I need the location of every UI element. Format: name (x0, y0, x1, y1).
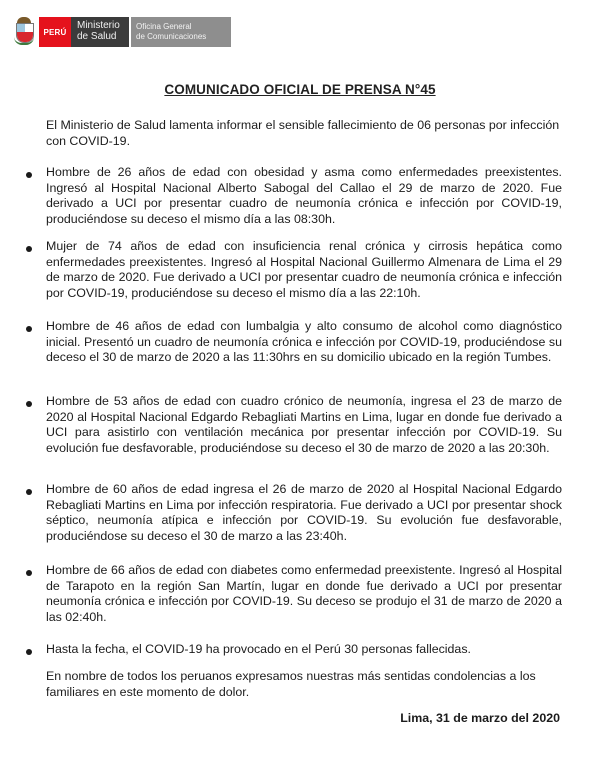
logo-ministry (71, 17, 129, 47)
minsa-logo (13, 17, 231, 47)
bullet-icon (26, 401, 32, 407)
case-item: Mujer de 74 años de edad con insuficiencia renal crónica y cirrosis hepática como enfermedades preexistentes. Ingresó al Hospital Nacional Guillermo Almenara de Lima el 29 de marzo de 2020. Fue derivado a UCI por presentar cuadro de neumonía crónica e infección por COVID-19, produciéndose su deceso el mismo día a las 22:10h. (46, 239, 562, 300)
bullet-icon (26, 649, 32, 655)
bullet-icon (26, 246, 32, 252)
total-deaths-item: Hasta la fecha, el COVID-19 ha provocado en el Perú 30 personas fallecidas. (46, 642, 471, 656)
case-item: Hombre de 66 años de edad con diabetes como enfermedad preexistente. Ingresó al Hospital de Tarapoto en la región San Martín, lugar en donde fue derivado a UCI por presentar neumonía crónica e infección por COVID-19. Su deceso se produjo el 31 de marzo de 2020 a las 02:40h. (46, 563, 562, 624)
signature-date: Lima, 31 de marzo del 2020 (400, 711, 560, 725)
bullet-icon (26, 172, 32, 178)
case-item: Hombre de 53 años de edad con cuadro crónico de neumonía, ingresa el 23 de marzo de 2020 al Hospital Nacional Edgardo Rebagliati Martins en Lima, lugar en donde fue derivado a UCI para asistirlo con ventilación mecánica por presentar infección por COVID-19. Su evolución fue desfavorable, produciéndose su deceso el 30 de marzo de 2020 a las 20:30h. (46, 394, 562, 455)
document-title: COMUNICADO OFICIAL DE PRENSA N°45 (164, 82, 436, 97)
bullet-icon (26, 489, 32, 495)
logo-ministry-line1: Ministerio (77, 20, 120, 31)
bullet-icon (26, 326, 32, 332)
condolences-paragraph: En nombre de todos los peruanos expresamos nuestras más sentidas condolencias a los familiares en este momento de dolor. (46, 669, 536, 699)
peru-coat-of-arms-icon (13, 17, 35, 47)
logo-country: PERÚ (39, 17, 71, 47)
logo-office-line2: de Comunicaciones (136, 32, 207, 41)
logo-ministry-line2: de Salud (77, 31, 117, 42)
case-item: Hombre de 46 años de edad con lumbalgia y alto consumo de alcohol como diagnóstico inicial. Presentó un cuadro de neumonía crónica e infección por COVID-19, produciéndose su deceso el 30 de marzo de 2020 a las 11:30hrs en su domicilio ubicado en la región Tumbes. (46, 319, 562, 365)
case-item: Hombre de 60 años de edad ingresa el 26 de marzo de 2020 al Hospital Nacional Edgardo Rebagliati Martins en Lima por infección respiratoria. Fue derivado a UCI por presentar shock séptico, neumonía atípica e infección por COVID-19. Su evolución fue desfavorable, produciéndose su deceso el 30 de marzo a las 23:40h. (46, 482, 562, 543)
logo-office-line1: Oficina General (136, 22, 192, 31)
bullet-icon (26, 570, 32, 576)
logo-office (131, 17, 231, 47)
intro-paragraph: El Ministerio de Salud lamenta informar el sensible fallecimiento de 06 personas por infección con COVID-19. (46, 118, 560, 148)
case-item: Hombre de 26 años de edad con obesidad y asma como enfermedades preexistentes. Ingresó al Hospital Nacional Alberto Sabogal del Callao el 29 de marzo de 2020. Fue derivado a UCI por presentar cuadro de neumonía crónica e infección por COVID-19, produciéndose su deceso el mismo día a las 08:30h. (46, 165, 562, 226)
